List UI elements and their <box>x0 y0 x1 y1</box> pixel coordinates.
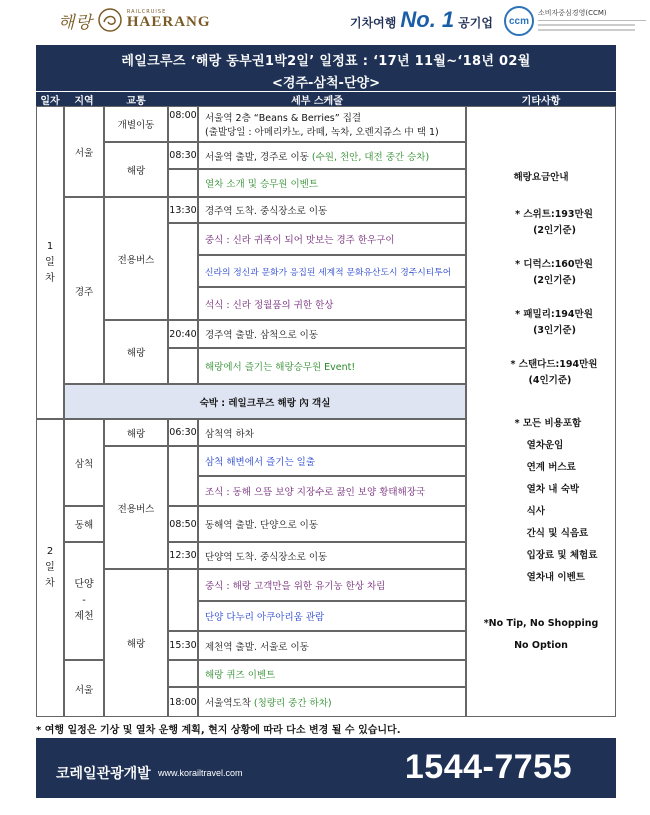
price-item: * 디럭스:160만원 (2인기준) <box>515 259 593 286</box>
logo-railcruise: RAILCRUISE <box>126 9 167 15</box>
website-link[interactable]: www.korailtravel.com <box>158 768 243 778</box>
transport-haerang-4: 해랑 <box>104 569 168 717</box>
schedule-item: 삼척역 하차 <box>198 419 466 446</box>
page-header <box>0 0 650 40</box>
itinerary-title <box>36 45 616 91</box>
logo-haerang: HAERANG <box>126 14 211 30</box>
swirl-emblem-icon <box>97 7 123 33</box>
schedule-item: 중식 : 신라 귀족이 되어 맛보는 경주 한우구이 <box>198 223 466 255</box>
schedule-item: 조식 : 동해 으뜸 보양 지장수로 끓인 보양 황태해장국 <box>198 476 466 506</box>
price-item: * 패밀리:194만원 (3인기준) <box>515 309 593 336</box>
transport-bus-2: 전용버스 <box>104 446 168 569</box>
time-cell: 13:30 <box>168 197 198 223</box>
time-cell: 20:40 <box>168 320 198 348</box>
price-item: * 스탠다드:194만원 (4인기준) <box>510 359 598 386</box>
schedule-item: 서울역 2층 “Beans & Berries” 집결 (출발당일 : 아메리카노, 라떼, 녹차, 오렌지쥬스 中 택 1) <box>198 106 466 142</box>
title-line-2: <경주-삼척-단양> <box>272 76 380 91</box>
time-cell <box>168 660 198 687</box>
slogan <box>350 7 493 33</box>
schedule-item: 단양 다누리 아쿠아리움 관람 <box>198 601 466 631</box>
ccm-badge-icon: ccm <box>504 6 534 36</box>
overnight-stay: 숙박 : 레일크루즈 해랑 內 객실 <box>64 384 466 419</box>
schedule-item: 동해역 출발. 단양으로 이동 <box>198 506 466 542</box>
col-header-region: 지역 <box>64 92 104 106</box>
transport-haerang-2: 해랑 <box>104 320 168 384</box>
region-samcheok: 삼척 <box>64 419 104 506</box>
price-item: * 스위트:193만원 (2인기준) <box>515 209 593 236</box>
time-cell: 12:30 <box>168 542 198 569</box>
company-name: 코레일관광개발 <box>56 766 151 782</box>
schedule-item: 해랑 퀴즈 이벤트 <box>198 660 466 687</box>
slogan-prefix: 기차여행 <box>350 16 397 30</box>
time-cell <box>168 223 198 320</box>
schedule-item: 해랑에서 즐기는 해랑승무원 Event! <box>198 348 466 384</box>
ccm-title: 소비자중심경영(CCM) <box>538 9 607 17</box>
schedule-item: 경주역 도착. 중식장소로 이동 <box>198 197 466 223</box>
transport-haerang-1: 해랑 <box>104 142 168 197</box>
time-cell <box>168 446 198 506</box>
region-seoul: 서울 <box>64 106 104 197</box>
schedule-item: 삼척 해변에서 즐기는 일출 <box>198 446 466 476</box>
col-header-day: 일자 <box>36 92 64 106</box>
time-cell: 06:30 <box>168 419 198 446</box>
schedule-item: 경주역 출발. 삼척으로 이동 <box>198 320 466 348</box>
region-gyeongju: 경주 <box>64 197 104 384</box>
transport-bus-1: 전용버스 <box>104 197 168 320</box>
slogan-suffix: 공기업 <box>458 16 493 30</box>
schedule-item: 석식 : 신라 정월품의 귀한 한상 <box>198 287 466 320</box>
time-cell: 18:00 <box>168 687 198 717</box>
region-danyang-jecheon: 단양 - 제천 <box>64 542 104 660</box>
schedule-item: 신라의 정신과 문화가 응집된 세계적 문화유산도시 경주시티투어 <box>198 255 466 287</box>
schedule-item: 중식 : 해랑 고객만을 위한 유기농 한상 차림 <box>198 569 466 601</box>
col-header-transport: 교통 <box>104 92 168 106</box>
slogan-no1: No. 1 <box>400 7 455 32</box>
day-1-label: 1 일 차 <box>36 106 64 419</box>
title-line-1: 레일크루즈 ‘해랑 동부권1박2일’ 일정표 : ‘17년 11월~‘18년 02월 <box>121 54 531 69</box>
day-2-label: 2 일 차 <box>36 419 64 717</box>
time-cell: 08:50 <box>168 506 198 542</box>
col-header-notes: 기타사항 <box>466 92 616 106</box>
page-footer <box>36 738 616 798</box>
col-header-schedule: 세부 스케줄 <box>168 92 466 106</box>
includes-list: * 모든 비용포함 열차운임 연계 버스료 열차 내 숙박 식사 간식 및 식음료 입장료 및 체험료 열차내 이벤트 <box>514 418 598 583</box>
time-cell: 08:30 <box>168 142 198 169</box>
itinerary-table <box>36 92 616 717</box>
schedule-item: 열차 소개 및 승무원 이벤트 <box>198 169 466 197</box>
time-cell <box>168 569 198 631</box>
haerang-logo <box>58 4 211 36</box>
time-cell <box>168 348 198 384</box>
schedule-item: 서울역도착 (청량리 중간 하차) <box>198 687 466 717</box>
price-title: 해랑요금안내 <box>513 172 569 183</box>
logo-hangul: 해랑 <box>58 12 93 33</box>
time-cell: 15:30 <box>168 631 198 660</box>
schedule-item: 단양역 도착. 중식장소로 이동 <box>198 542 466 569</box>
ccm-label <box>538 8 646 32</box>
ccm-subtext <box>538 20 646 32</box>
transport-individual: 개별이동 <box>104 106 168 142</box>
phone-number: 1544-7755 <box>404 748 572 786</box>
footnote: * 여행 일정은 기상 및 열차 운행 계획, 현지 상황에 따라 다소 변경 될 수 있습니다. <box>36 725 401 736</box>
notes-column <box>466 106 616 717</box>
schedule-item: 서울역 출발, 경주로 이동 (수원, 천안, 대전 중간 승차) <box>198 142 466 169</box>
time-cell: 08:00 <box>168 106 198 142</box>
policy-note: *No Tip, No Shopping No Option <box>483 618 599 651</box>
region-seoul-2: 서울 <box>64 660 104 717</box>
schedule-item: 제천역 출발. 서울로 이동 <box>198 631 466 660</box>
time-cell <box>168 169 198 197</box>
transport-haerang-3: 해랑 <box>104 419 168 446</box>
region-donghae: 동해 <box>64 506 104 542</box>
